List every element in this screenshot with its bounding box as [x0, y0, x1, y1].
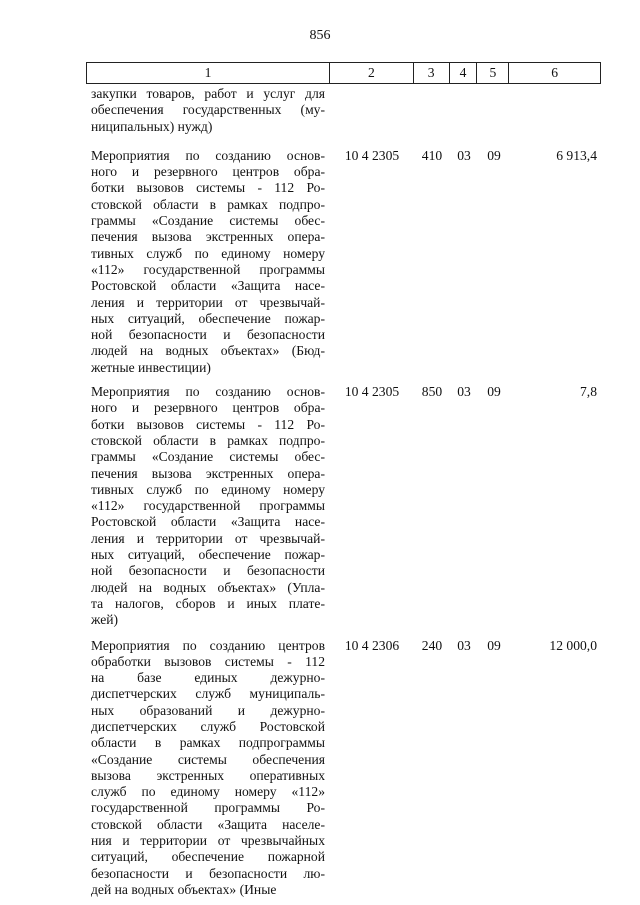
subsection-code: 09: [487, 147, 501, 163]
amount: 6 913,4: [556, 147, 597, 163]
row-description: [86, 148, 330, 376]
description-line: стовской области в рамках подпро-: [91, 196, 325, 212]
expense-type-code: [414, 86, 450, 135]
description-line: печения вызова экстренных опера-: [91, 465, 325, 481]
description-line: безопасности и безопасности лю-: [91, 865, 325, 881]
description-line: Ростовской области «Защита насе-: [91, 514, 325, 530]
description-line: ной безопасности и безопасности: [91, 327, 325, 343]
description-line: области в рамках подпрограммы: [91, 735, 325, 751]
description-line: ного и резервного центров обра-: [91, 400, 325, 416]
description-line: ситуаций, обеспечение пожарной: [91, 849, 325, 865]
expense-type-code: 240: [421, 637, 443, 653]
description-line: ных ситуаций, обеспечение пожар-: [91, 547, 325, 563]
section-code: 03: [457, 384, 471, 400]
description-line: ния и территории от чрезвычайных: [91, 833, 325, 849]
description-line: ниципальных) нужд): [91, 118, 213, 134]
description-line: людей на водных объектах» (Упла-: [91, 579, 325, 595]
expense-type-code: 410: [421, 147, 443, 163]
description-line: закупки товаров, работ и услуг для: [91, 86, 325, 101]
target-article-code: 10 4 2306: [344, 637, 400, 653]
section-code: 03: [457, 147, 471, 163]
description-line: тивных служб по единому номеру: [91, 245, 325, 261]
amount: 12 000,0: [549, 637, 597, 653]
description-line: печения вызова экстренных опера-: [91, 229, 325, 245]
description-line: дей на водных объектах» (Иные: [91, 881, 277, 897]
table-row: [86, 638, 601, 899]
description-line: ботки вызовов системы - 112 Ро-: [91, 416, 325, 432]
row-description: [86, 638, 330, 899]
description-line: «112» государственной программы: [91, 261, 325, 277]
description-line: ления и территории от чрезвычай-: [91, 294, 325, 310]
description-line: вызова экстренных оперативных: [91, 767, 325, 783]
description-line: «112» государственной программы: [91, 498, 325, 514]
column-header-5: 5: [477, 63, 509, 83]
description-line: людей на водных объектах» (Бюд-: [91, 343, 325, 359]
column-header-2: 2: [330, 63, 414, 83]
subsection-code: [478, 86, 510, 135]
description-line: граммы «Создание системы обес-: [91, 213, 325, 229]
column-header-3: 3: [414, 63, 450, 83]
description-line: стовской области в рамках подпро-: [91, 432, 325, 448]
table-row: [86, 86, 601, 135]
description-line: стовской области «Защита населе-: [91, 816, 325, 832]
description-line: Мероприятия по созданию центров: [91, 637, 325, 653]
description-line: «Создание системы обеспечения: [91, 751, 325, 767]
description-line: обработки вызовов системы - 112: [91, 653, 325, 669]
description-line: диспетчерских служб Ростовской: [91, 718, 325, 734]
expense-type-code: 850: [421, 384, 443, 400]
amount: [510, 86, 601, 135]
subsection-code: 09: [487, 384, 501, 400]
description-line: тивных служб по единому номеру: [91, 481, 325, 497]
target-article-code: 10 4 2305: [344, 147, 400, 163]
row-description: [86, 86, 330, 135]
description-line: государственной программы Ро-: [91, 800, 325, 816]
description-line: ных ситуаций, обеспечение пожар-: [91, 310, 325, 326]
section-code: [450, 86, 478, 135]
description-line: ной безопасности и безопасности: [91, 563, 325, 579]
description-line: ного и резервного центров обра-: [91, 164, 325, 180]
description-line: ных образований и дежурно-: [91, 702, 325, 718]
description-line: граммы «Создание системы обес-: [91, 449, 325, 465]
subsection-code: 09: [487, 637, 501, 653]
description-line: ботки вызовов системы - 112 Ро-: [91, 180, 325, 196]
description-line: Мероприятия по созданию основ-: [91, 147, 325, 163]
budget-table: [86, 62, 601, 898]
description-line: жей): [91, 612, 119, 628]
description-line: служб по единому номеру «112»: [91, 784, 325, 800]
amount: 7,8: [580, 384, 597, 400]
description-line: обеспечения государственных (му-: [91, 102, 325, 118]
description-line: на базе единых дежурно-: [91, 670, 325, 686]
table-row: [86, 148, 601, 376]
target-article-code: [330, 86, 414, 135]
description-line: Ростовской области «Защита насе-: [91, 278, 325, 294]
table-header-row: [86, 62, 601, 84]
section-code: 03: [457, 637, 471, 653]
column-header-1: 1: [87, 63, 330, 83]
target-article-code: 10 4 2305: [344, 384, 400, 400]
table-row: [86, 384, 601, 628]
description-line: диспетчерских служб муниципаль-: [91, 686, 325, 702]
column-header-4: 4: [450, 63, 478, 83]
description-line: Мероприятия по созданию основ-: [91, 384, 325, 400]
description-line: та налогов, сборов и иных плате-: [91, 595, 325, 611]
column-header-6: 6: [551, 65, 559, 80]
description-line: жетные инвестиции): [91, 359, 211, 375]
page-number: 856: [309, 28, 331, 43]
table-body: [86, 86, 601, 898]
description-line: ления и территории от чрезвычай-: [91, 530, 325, 546]
row-description: [86, 384, 330, 628]
